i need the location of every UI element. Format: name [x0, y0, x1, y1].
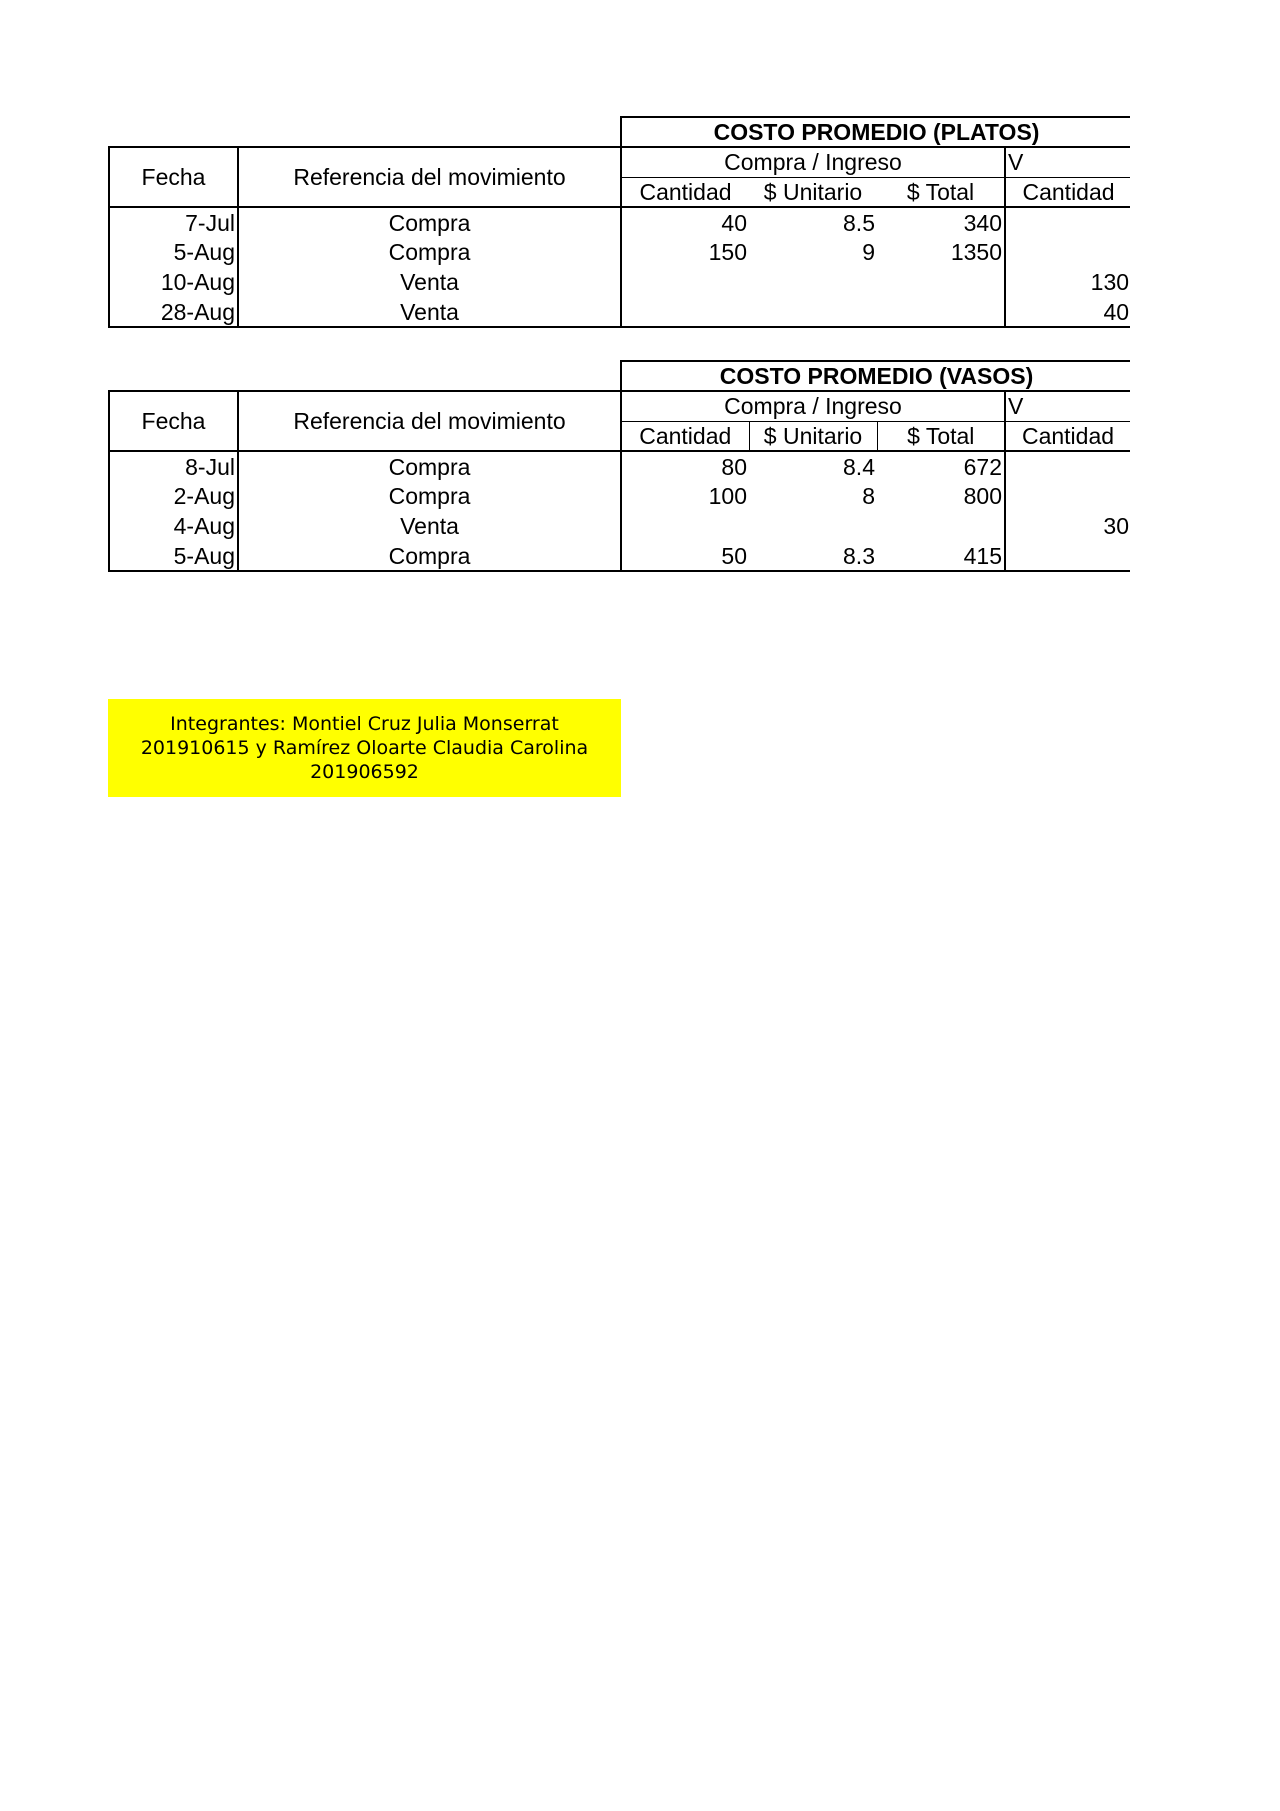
- cell-venta-cantidad: [1005, 541, 1130, 571]
- vasos-header-fecha: Fecha: [109, 391, 238, 451]
- cell-unitario: [749, 511, 877, 541]
- cell-cantidad: 40: [721, 209, 747, 236]
- platos-header-referencia: Referencia del movimiento: [238, 147, 621, 207]
- cell-total: [877, 297, 1005, 327]
- cell-unitario: 8.4: [843, 453, 875, 480]
- cell-unitario: 8: [862, 483, 875, 509]
- cell-referencia: Compra: [238, 541, 621, 571]
- cell-total: 340: [963, 209, 1002, 236]
- cell-venta-cantidad: [1005, 207, 1130, 237]
- vasos-group-compra: Compra / Ingreso: [621, 391, 1005, 421]
- cell-total: 1350: [950, 239, 1002, 265]
- cell-referencia: Compra: [238, 207, 621, 237]
- cell-fecha: 5-Aug: [109, 541, 238, 571]
- cell-referencia: Compra: [238, 481, 621, 511]
- cell-referencia: Compra: [238, 451, 621, 481]
- cell-total: 800: [963, 483, 1002, 509]
- platos-header-fecha: Fecha: [109, 147, 238, 207]
- cell-fecha: 7-Jul: [109, 207, 238, 237]
- cell-fecha: 28-Aug: [109, 297, 238, 327]
- cell-referencia: Compra: [238, 237, 621, 267]
- platos-group-venta: V: [1005, 147, 1130, 177]
- vasos-sub-total: $ Total: [877, 421, 1005, 451]
- vasos-sub-unitario: $ Unitario: [749, 421, 877, 451]
- integrantes-text: Integrantes: Montiel Cruz Julia Monserrat 201910615 y Ramírez Oloarte Claudia Carolina 201906592: [140, 713, 589, 783]
- table-row: [109, 511, 1130, 541]
- cell-fecha: 2-Aug: [109, 481, 238, 511]
- cell-cantidad: [621, 267, 749, 297]
- table-row: [109, 541, 1130, 571]
- cell-cantidad: [621, 297, 749, 327]
- platos-sub-total: $ Total: [877, 177, 1005, 207]
- cell-cantidad: 80: [721, 453, 747, 480]
- table-row: [109, 297, 1130, 327]
- integrantes-note: [108, 699, 621, 797]
- platos-sub-venta-cantidad: Cantidad: [1005, 177, 1130, 207]
- cell-referencia: Venta: [238, 297, 621, 327]
- cell-unitario: [749, 267, 877, 297]
- cell-fecha: 5-Aug: [109, 237, 238, 267]
- vasos-sub-cantidad: Cantidad: [621, 421, 749, 451]
- cell-venta-cantidad: 40: [1005, 297, 1130, 327]
- platos-table: [108, 116, 1130, 328]
- cell-venta-cantidad: [1005, 237, 1130, 267]
- cell-unitario: 9: [862, 239, 875, 265]
- cell-unitario: 8.3: [749, 541, 877, 571]
- cell-cantidad: 100: [708, 483, 747, 509]
- vasos-title: COSTO PROMEDIO (VASOS): [621, 361, 1130, 391]
- cell-total: 415: [877, 541, 1005, 571]
- cell-venta-cantidad: [1005, 451, 1130, 481]
- cell-fecha: 8-Jul: [109, 451, 238, 481]
- vasos-header-referencia: Referencia del movimiento: [238, 391, 621, 451]
- table-row: [109, 207, 1130, 237]
- cell-venta-cantidad: 130: [1005, 267, 1130, 297]
- platos-sub-cantidad: Cantidad: [621, 177, 749, 207]
- cell-total: [877, 267, 1005, 297]
- platos-sub-unitario: $ Unitario: [749, 177, 877, 207]
- vasos-group-venta: V: [1005, 391, 1130, 421]
- cell-venta-cantidad: 30: [1005, 511, 1130, 541]
- cell-referencia: Venta: [238, 511, 621, 541]
- cell-fecha: 4-Aug: [109, 511, 238, 541]
- cell-total: [877, 511, 1005, 541]
- cell-total: 672: [963, 453, 1002, 480]
- vasos-table: [108, 360, 1130, 572]
- cell-venta-cantidad: [1005, 481, 1130, 511]
- cell-cantidad: 50: [621, 541, 749, 571]
- cell-fecha: 10-Aug: [109, 267, 238, 297]
- vasos-sub-venta-cantidad: Cantidad: [1005, 421, 1130, 451]
- spreadsheet-sheet: [108, 116, 1130, 572]
- cell-unitario: 8.5: [843, 209, 875, 236]
- cell-cantidad: 150: [708, 239, 747, 265]
- cell-unitario: [749, 297, 877, 327]
- table-row: [109, 237, 1130, 267]
- table-row: [109, 451, 1130, 481]
- platos-group-compra: Compra / Ingreso: [621, 147, 1005, 177]
- table-row: [109, 267, 1130, 297]
- table-row: [109, 481, 1130, 511]
- cell-referencia: Venta: [238, 267, 621, 297]
- platos-title: COSTO PROMEDIO (PLATOS): [621, 117, 1130, 147]
- cell-cantidad: [621, 511, 749, 541]
